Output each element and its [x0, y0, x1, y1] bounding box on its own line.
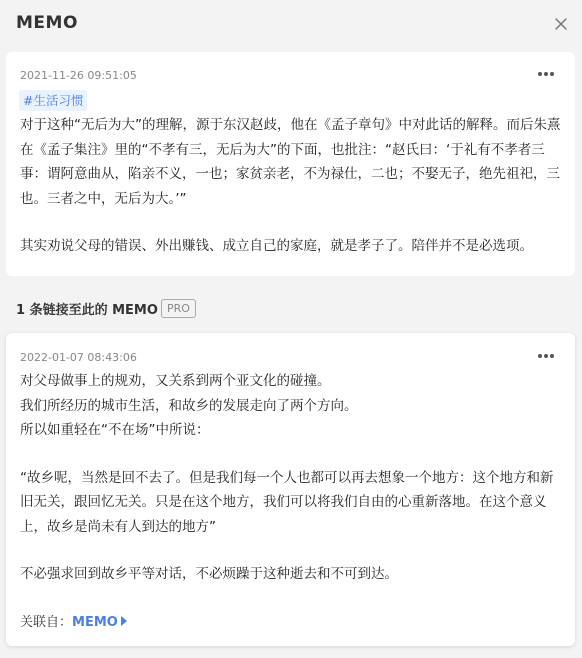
association-link-text[interactable]: MEMO [72, 615, 118, 630]
memo-timestamp: 2021-11-26 09:51:05 [20, 69, 137, 82]
memo-content [20, 113, 562, 259]
memo-paragraph: 对于这种“无后为大”的理解，源于东汉赵歧，他在《孟子章句》中对此话的解释。而后朱熹在《孟子集注》里的“不孝有三，无后为大”的下面，也批注：“赵氏曰：‘于礼有不孝者三事：谓阿意曲从，陷亲不义，一也；家贫亲老，不为禄仕，二也；不娶无子，绝先祖祀，三也。三者之中，无后为大。’” [20, 117, 561, 207]
association-label: 关联自： [20, 615, 73, 630]
more-options-icon[interactable] [538, 72, 554, 78]
more-options-icon[interactable] [538, 354, 554, 360]
memo-paragraph: 其实劝说父母的错误、外出赚钱、成立自己的家庭，就是孝子了。陪伴并不是必选项。 [20, 238, 533, 254]
memo-line: 所以如重轻在“不在场”中所说： [20, 422, 210, 438]
memo-line: 对父母做事上的规劝，又关系到两个亚文化的碰撞。 [20, 373, 331, 389]
header [0, 0, 582, 48]
memo-line: 我们所经历的城市生活，和故乡的发展走向了两个方向。 [20, 397, 358, 414]
page-title: MEMO [16, 13, 78, 33]
association-link[interactable] [72, 615, 127, 630]
linked-memo-timestamp: 2022-01-07 08:43:06 [20, 351, 137, 364]
play-arrow-icon [121, 616, 127, 626]
pro-badge: PRO [161, 299, 196, 318]
tag-badge[interactable]: #生活习惯 [19, 90, 87, 111]
close-icon[interactable] [552, 15, 570, 33]
linked-memos-title: 1 条链接至此的 MEMO [16, 303, 158, 318]
memo-card [6, 52, 575, 276]
memo-closing: 不必强求回到故乡平等对话，不必烦躁于这种逝去和不可到达。 [20, 566, 398, 582]
memo-quote: “故乡呢，当然是回不去了。但是我们每一个人也都可以再去想象一个地方：这个地方和新旧无关，跟回忆无关。只是在这个地方，我们可以将我们自由的心重新落地。在这个意义上，故乡是尚未有人到达的地方” [20, 469, 554, 535]
association-row [20, 611, 127, 630]
linked-memo-card[interactable] [6, 333, 575, 646]
linked-memo-content [20, 369, 562, 587]
